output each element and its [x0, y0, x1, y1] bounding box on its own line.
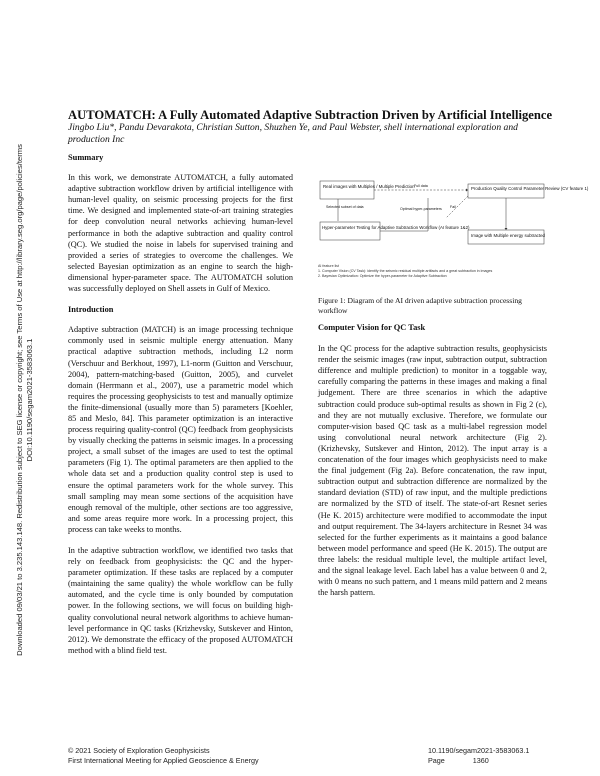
introduction-heading: Introduction — [68, 305, 114, 315]
legend-item-1: 1. Computer Vision (CV Task): identify the seismic residual multiple artifacts and a great subtraction in images — [318, 269, 493, 273]
workflow-diagram — [318, 178, 589, 262]
page-number: 1360 — [472, 755, 489, 765]
summary-heading: Summary — [68, 153, 104, 162]
footer-left — [68, 746, 259, 765]
doi-footer: 10.1190/segam2021-3583063.1 — [428, 746, 530, 755]
paper-title: AUTOMATCH: A Fully Automated Adaptive Subtraction Driven by Artificial Intelligence — [68, 108, 553, 122]
introduction-paragraph-2: In the adaptive subtraction workflow, we identified two tasks that rely on feedback from geophysicists: the QC and the hyper-parameter optimization. If these tasks are replaced by a computer (maintaining the same quality) the whole workflow can be fully automated, and the cycle time is only bounded by computation power. In the following sections, we will focus on building high-quality convolutional neural network algorithms to achieve human-level performance in QC tasks (Krizhevsky, Sutskever and Hinton, 2012). We demonstrate the efficacy of the proposed AUTOMATCH method with a blind field test. — [68, 546, 293, 655]
left-column — [68, 152, 293, 666]
optimal-params-label: Optimal hyper-parameters — [400, 207, 442, 211]
selected-subset-label: Selected subset of data — [326, 205, 364, 209]
final-image-label: Image with Multiple energy subtracted — [471, 233, 545, 238]
copyright-line: © 2021 Society of Exploration Geophysicists — [68, 746, 210, 755]
fail-label: Fail — [450, 205, 456, 209]
meeting-line: First International Meeting for Applied Geoscience & Energy — [68, 755, 259, 765]
summary-text: In this work, we demonstrate AUTOMATCH, a fully automated adaptive subtraction workflow driven by artificial intelligence with human-level quality, on seismic processing projects for the first time. We designed and implemented state-of-art training strategies for deep convolution neural networks achieving human-level performance in both the adaptive subtraction and quality control (QC). We studied the noise in labels for supervised training and provided a series of strategies to overcome the challenges. We selected Bayesian optimization as an engine to search the high-dimensional hyper-parameter space. The AUTOMATCH solution was successfully deployed on Shell assets in Gulf of Mexico. — [68, 173, 293, 294]
figure-1-caption: Figure 1: Diagram of the AI driven adaptive subtraction processing workflow — [318, 296, 522, 315]
cv-qc-paragraph: In the QC process for the adaptive subtraction results, geophysicists render the seismic images (raw input, subtraction output, subtraction difference and multiple prediction) to monitor in a toggable way, carefully comparing the patterns in these images and making a final judgement. There are three scenarios in which the adaptive subtraction could produce sub-optimal results as shown in Fig 2 (c), and they are not mutually exclusive. Therefore, we formulate our computer-vision based QC task as a multi-label regression model using convolutional neural network architecture (Fig 2). (Krizhevsky, Sutskever and Hinton, 2012). The input array is a concatenation of the four images which geophysicists need to make the final judgement (Fig 2a). Before concatenation, the raw input, subtraction output and subtraction difference are normalized by the standard deviation (STD) of raw input, and the multiple predictions are normalized by the STD of itself. The state-of-art Resnet series (He K. 2015) architecture were modified to accommodate the input and output requirement. The 34-layers architecture in Resnet 34 was selected for the further experiments as it maintains a good balance between model performance and speed (He K. 2015). The output are three labels: the residual multiple level, the multiple artifact level, and the signal leakage level. Each label has a value between 0 and 2, with 0 means no such pattern, and 1 means mild pattern and 2 means the harsh pattern. — [318, 344, 547, 598]
page-label: Page — [428, 755, 445, 765]
legend-item-2: 2. Bayesian Optimization: Optimize the hyper-parameter for Adaptive Subtraction — [318, 274, 447, 278]
pass-arrowhead — [505, 228, 508, 230]
full-data-arrowhead — [466, 189, 468, 192]
figure-1-diagram — [318, 178, 589, 296]
download-sidebar — [2, 90, 34, 710]
doi-notice: DOI:10.1190/segam2021-3583063.1 — [25, 338, 34, 462]
footer-right — [428, 746, 550, 765]
introduction-paragraph-1: Adaptive subtraction (MATCH) is an image processing technique commonly used in seismic multiple energy attenuation. Many practical adaptive subtraction methods, including L2 norm (Verschuur and Berkhout, 1997), L1-norm (Guitton and Verschuur, 2004), pattern-matching-based (Guitton, 2005), and curvelet domain (Herrmann et al., 2007), use a parametric model which requires the processing geophysicists to test and manually optimize the finite-dimensional (usually more than 5) parameters [Koehler, 85 and Meslo, 84]. This parameter optimization is an interactive process requiring quality-control (QC) feedback from geophysicists by visually checking the patterns in seismic images. In a processing project, a small subset of the images are used to test the optimal parameters (Fig 1). The optimal parameters are then applied to the whole data set and a production quality control step is used to ensure the optimal parameters work for the whole survey. This small sampling may mean some sections of the acquisition have enough removal of the multiple, other sections are too aggressive, and some areas require more work. In a processing project, this process can take weeks to months. — [68, 325, 293, 534]
download-notice: Downloaded 09/03/21 to 3.235.143.148. Redistribution subject to SEG license or copyright; see Terms of Use at http://library.seg.org/page/policies/terms — [15, 144, 24, 656]
production-qc-label: Production Quality Control Parameter Review (CV feature 1) — [471, 186, 589, 191]
full-data-label: Full data — [414, 184, 428, 188]
author-list: Jingbo Liu*, Pandu Devarakota, Christian Sutton, Shuzhen Ye, and Paul Webster, shell international exploration and production Inc — [68, 122, 518, 145]
right-column — [318, 322, 547, 608]
page-number-line — [428, 756, 550, 766]
legend-title: AI feature list — [318, 264, 339, 268]
cv-qc-heading: Computer Vision for QC Task — [318, 323, 426, 332]
real-images-label: Real images with Multiples / Multiple Prediction — [323, 184, 415, 189]
hyperparameter-testing-label: Hyper-parameter Testing for Adaptive Subtraction Workflow (AI feature 1&2) — [322, 225, 470, 230]
figure-legend — [318, 264, 547, 279]
